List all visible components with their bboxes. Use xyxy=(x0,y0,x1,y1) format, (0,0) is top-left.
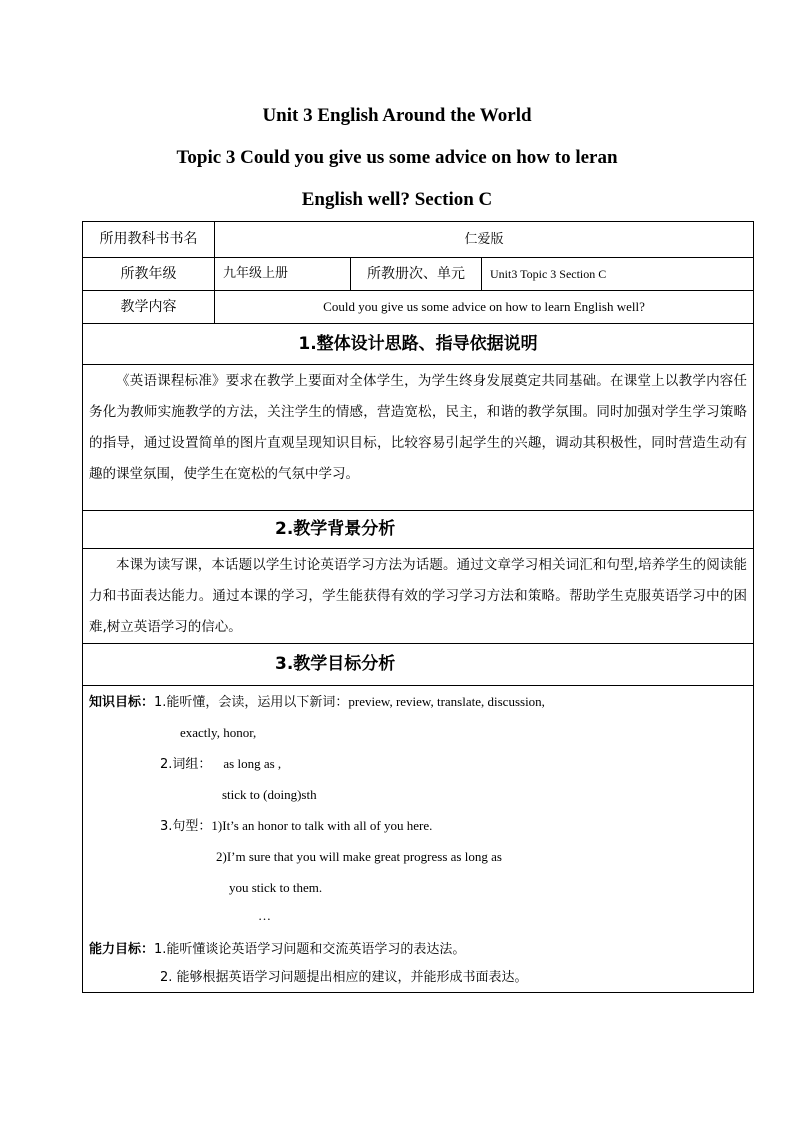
section1-heading: 1.整体设计思路、指导依据说明 xyxy=(83,324,754,365)
section2-body-row xyxy=(83,549,754,644)
section3-heading-row xyxy=(83,644,754,686)
knowledge-goal-label: 知识目标： xyxy=(89,695,155,710)
knowledge-3-prefix: 3.句型： xyxy=(160,819,212,834)
knowledge-1-prefix: 1.能听懂，会读，运用以下新词： xyxy=(154,695,349,710)
doc-title-line-2: Topic 3 Could you give us some advice on how to leran xyxy=(176,147,618,168)
content-value: Could you give us some advice on how to learn English well? xyxy=(215,291,754,324)
objectives-block xyxy=(83,686,753,992)
ability-goal-label: 能力目标： xyxy=(89,942,155,957)
volume-value: Unit3 Topic 3 Section C xyxy=(482,258,754,291)
knowledge-2-phrase-2: stick to (doing)sth xyxy=(222,787,317,802)
knowledge-2-prefix: 2.词组： xyxy=(160,757,212,772)
knowledge-1-words-cont: exactly, honor, xyxy=(180,725,257,740)
volume-label: 所教册次、单元 xyxy=(351,258,482,291)
knowledge-1-words: preview, review, translate, discussion, xyxy=(348,694,545,709)
section3-heading: 3.教学目标分析 xyxy=(83,644,754,686)
content-label: 教学内容 xyxy=(83,291,215,324)
grade-label: 所教年级 xyxy=(83,258,215,291)
section2-heading-row xyxy=(83,511,754,549)
content-row xyxy=(83,291,754,324)
lesson-plan-table xyxy=(82,221,754,993)
knowledge-3-sentence-2-cont: you stick to them. xyxy=(229,880,323,895)
textbook-value: 仁爱版 xyxy=(215,222,754,258)
doc-title-line-1: Unit 3 English Around the World xyxy=(262,105,532,126)
section3-body-row xyxy=(83,686,754,993)
section1-body-row xyxy=(83,365,754,511)
section2-body: 本课为读写课，本话题以学生讨论英语学习方法为话题。通过文章学习相关词汇和句型,培养学生的阅读能力和书面表达能力。通过本课的学习，学生能获得有效的学习学习方法和策略。帮助学生克服英语学习中的困难,树立英语学习的信心。 xyxy=(89,557,748,635)
textbook-row xyxy=(83,222,754,258)
knowledge-3-sentence-2: 2)I’m sure that you will make great progress as long as xyxy=(216,849,502,864)
knowledge-3-sentence-1: 1)It’s an honor to talk with all of you here. xyxy=(211,818,433,833)
section1-body: 《英语课程标准》要求在教学上要面对全体学生，为学生终身发展奠定共同基础。在课堂上以教学内容任务化为教师实施教学的方法，关注学生的情感，营造宽松，民主，和谐的教学氛围。同时加强对学生学习策略的指导，通过设置简单的图片直观呈现知识目标，比较容易引起学生的兴趣，调动其积极性，同时营造生动有趣的课堂氛围，使学生在宽松的气氛中学习。 xyxy=(89,373,748,482)
knowledge-3-ellipsis: … xyxy=(258,908,271,923)
grade-value: 九年级上册 xyxy=(215,258,351,291)
ability-2: 2. 能够根据英语学习问题提出相应的建议，并能形成书面表达。 xyxy=(160,970,528,985)
section2-heading: 2.教学背景分析 xyxy=(83,511,754,549)
knowledge-2-phrase-1: as long as , xyxy=(223,756,282,771)
textbook-label: 所用教科书书名 xyxy=(83,222,215,258)
section1-heading-row xyxy=(83,324,754,365)
ability-1: 1.能听懂谈论英语学习问题和交流英语学习的表达法。 xyxy=(154,942,466,957)
doc-title-line-3: English well? Section C xyxy=(301,189,493,210)
grade-row xyxy=(83,258,754,291)
